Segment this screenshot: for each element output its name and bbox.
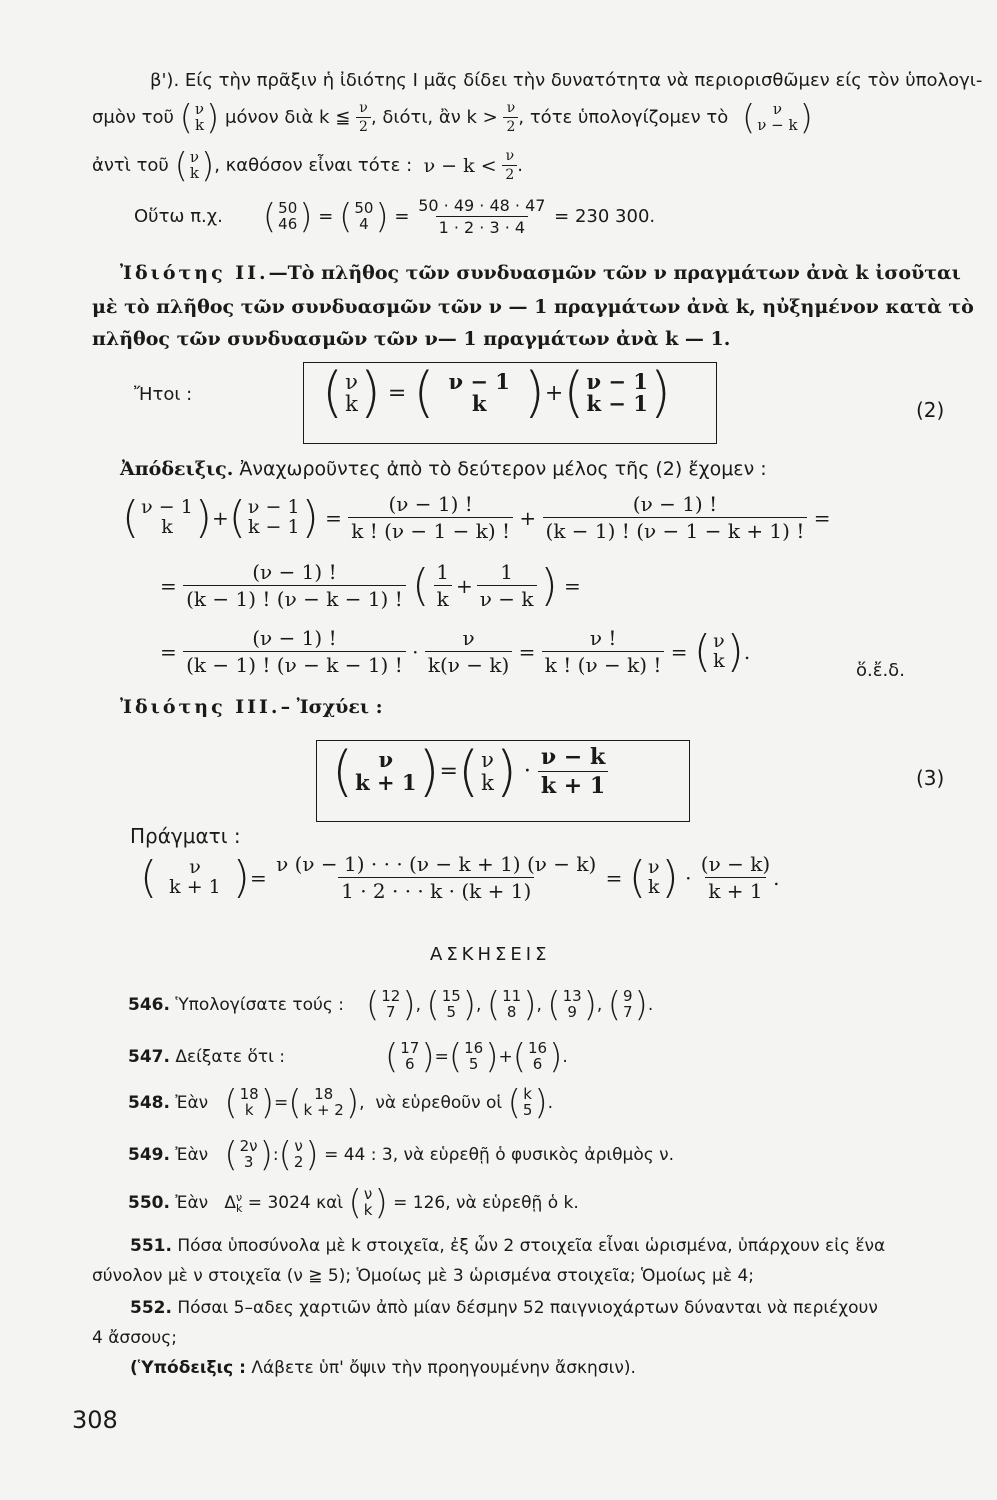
binomial: ( 15 5 ) (426, 985, 477, 1025)
proof-text: Ἀναχωροῦντες ἀπὸ τὸ δεύτερον μέλος τῆς (2) ἔχομεν : (239, 458, 767, 480)
qed: ὅ.ἔ.δ. (856, 660, 905, 681)
proof-equation-3: = $\frac{(\nu - 1) !}{(k - 1) ! (\nu - k - 1) !}$ · $\frac{\nu}{k(\nu - k)}$ = $\frac{\nu !}{k ! (\nu - k) !}$ = ( ν k ) . (160, 625, 751, 677)
binomial: ( 9 7 ) (607, 985, 648, 1025)
binomial: ( k 5 ) (507, 1083, 548, 1123)
property-line: πλῆθος τῶν συνδυασμῶν τῶν ν— 1 πραγμάτων ἀνὰ k — 1. (92, 328, 731, 350)
fraction: $\frac{\nu !}{k ! (\nu - k) !}$ (542, 626, 665, 677)
exercise-551-line1: 551. Πόσα ὑποσύνολα μὲ k στοιχεῖα, ἐξ ὧν 2 στοιχεῖα εἶναι ὡρισμένα, ὑπάρχουν εἰς ἕνα (130, 1236, 886, 1256)
binomial: ( ν − 1 k − 1 ) (228, 491, 319, 543)
text-line: β'). Είς τὴν πρᾶξιν ἡ ἰδιότης Ι μᾶς δίδει τὴν δυνατότητα νὰ περιορισθῶμεν είς τὸν ὑπολογι- (150, 70, 983, 91)
etoi-label: Ἤτοι : (134, 384, 193, 405)
exercise-552-line1: 552. Πόσαι 5–αδες χαρτιῶν ἀπὸ μίαν δέσμην 52 παιγνιοχάρτων δύνανται νὰ περιέχουν (130, 1298, 878, 1318)
math-fragment: ν − k < (423, 154, 497, 177)
property-line: Ἰδιότης ΙΙ.—Τὸ πλῆθος τῶν συνδυασμῶν τῶν ν πραγμάτων ἀνὰ k ἰσοῦται (120, 262, 961, 284)
binomial: ( ν k ) (693, 625, 744, 677)
exercise-551-line2: σύνολον μὲ ν στοιχεῖα (ν ≧ 5); Ὁμοίως μὲ 3 ὡρισμένα στοιχεῖα; Ὁμοίως μὲ 4; (92, 1266, 754, 1286)
fraction: $\frac{(\nu - 1) !}{(k - 1) ! (\nu - k - 1) !}$ (183, 626, 406, 677)
property-title: Ἰδιότης ΙΙ. (120, 262, 269, 284)
example-line: Οὕτω π.χ. ( 50 46 ) = ( 50 4 ) = $\frac{50 \cdot 49 \cdot 48 \cdot 47}{1 \cdot 2 \cdot 3 \cdot 4}$ = 230 300. (134, 196, 656, 237)
binomial: ( 16 5 ) (448, 1037, 499, 1077)
binomial: ( ν k ) (179, 97, 220, 138)
fraction: $\frac{\nu}{k(\nu - k)}$ (425, 626, 512, 677)
text-fragment: = 230 300. (554, 206, 656, 227)
binomial: ( 18 k ) (224, 1083, 274, 1123)
arrangement-symbol: Δ ν k (224, 1191, 243, 1215)
fraction: $\frac{(\nu - 1) !}{(k - 1) ! (\nu - k - 1) !}$ (183, 560, 406, 611)
exercises-heading: ΑΣΚΗΣΕΙΣ (430, 944, 551, 965)
binomial: ( 50 46 ) (262, 196, 313, 237)
fraction: $\frac{(\nu - 1) !}{(k - 1) ! (\nu - 1 - k + 1) !}$ (543, 492, 808, 543)
binomial: ( 13 9 ) (547, 985, 597, 1025)
exercise-550: 550. Ἐὰν Δ ν k = 3024 καὶ ( ν k ) = 126, νὰ εὑρεθῇ ὁ k. (128, 1183, 579, 1223)
fraction: $\frac{\nu (\nu - 1) \cdot \cdot \cdot (\nu - k + 1) (\nu - k)}{1 \cdot 2 \cdot \cdot \cdot k \cdot (k + 1)}$ (276, 852, 597, 903)
binomial: ( ν ν − k ) (742, 97, 813, 138)
binomial: ( 50 4 ) (339, 196, 389, 237)
fraction: $\frac{\nu}{2}$ (356, 100, 371, 135)
fraction: $\frac{50 \cdot 49 \cdot 48 \cdot 47}{1 \cdot 2 \cdot 3 \cdot 4}$ (418, 196, 546, 237)
exercise-552-line2: 4 ἄσσους; (92, 1328, 177, 1348)
text-fragment: , καθόσον εἶναι τότε : (214, 155, 413, 176)
pragmati-label: Πράγματι : (130, 824, 241, 848)
text-fragment: μόνον διὰ k ≦ (225, 107, 351, 128)
equation-number: (3) (916, 766, 945, 790)
text-fragment: Οὕτω π.χ. (134, 206, 223, 227)
exercise-548: 548. Ἐὰν ( 18 k ) = ( 18 k + 2 ) , νὰ εὑρεθοῦν οἱ ( k 5 ) . (128, 1083, 554, 1123)
text-fragment: ἀντὶ τοῦ (92, 155, 169, 176)
text-line: ἀντὶ τοῦ ( ν k ) , καθόσον εἶναι τότε : ν − k < $\frac{\nu}{2}$ . (92, 145, 524, 186)
property-line: Ἰδιότης ΙΙΙ. – Ἰσχύει : (120, 696, 383, 718)
hint-line: (Ὑπόδειξις : Λάβετε ὑπ' ὄψιν τὴν προηγουμένην ἄσκησιν). (130, 1358, 636, 1378)
property-line: μὲ τὸ πλῆθος τῶν συνδυασμῶν τῶν ν — 1 πραγμάτων ἀνὰ k, ηὐξημένον κατὰ τὸ (92, 296, 974, 318)
binomial: ( ν k ) (348, 1183, 388, 1223)
binomial: ( 16 6 ) (512, 1037, 563, 1077)
text-fragment: σμὸν τοῦ (92, 107, 174, 128)
bracket-group: ( $\frac{1}{k}$ + $\frac{1}{\nu - k}$ ) (412, 559, 558, 611)
fraction: $\frac{\nu - k}{k + 1}$ (538, 744, 608, 799)
formula-2: ( ν k ) = ( ν − 1 k ) + ( ν − 1 k − 1 ) (322, 361, 671, 424)
binomial: ( ν k + 1 ) (140, 851, 250, 903)
text-fragment: , διότι, ἂν k > (370, 107, 498, 128)
proof-line (120, 458, 767, 480)
binomial: ( 18 k + 2 ) (288, 1083, 360, 1123)
binomial: ( ν k ) (322, 361, 381, 424)
binomial: ( 2ν 3 ) (224, 1135, 273, 1175)
text-line (92, 97, 962, 138)
fraction: $\frac{\nu}{2}$ (503, 100, 518, 135)
binomial: ( ν k + 1 ) (332, 739, 440, 803)
binomial: ( 17 6 ) (384, 1037, 435, 1077)
page-number: 308 (72, 1406, 118, 1434)
binomial: ( ν k ) (628, 851, 679, 903)
exercise-547: 547. Δείξατε ὅτι : ( 17 6 ) = ( 16 5 ) + ( 16 6 ) . (128, 1037, 568, 1077)
binomial: ( 12 7 ) (365, 985, 416, 1025)
proof-equation-4: ( ν k + 1 ) = $\frac{\nu (\nu - 1) \cdot \cdot \cdot (\nu - k + 1) (\nu - k)}{1 \cdot 2 \cdot \cdot \cdot k \cdot (k + 1)}$ = ( ν k ) · $\frac{(\nu - k)}{k + 1}$ . (140, 851, 780, 903)
binomial: ( ν k ) (174, 145, 215, 186)
equation-number: (2) (916, 398, 945, 422)
proof-equation-1: ( ν − 1 k ) + ( ν − 1 k − 1 ) = $\frac{(\nu - 1) !}{k ! (\nu - 1 - k) !}$ + $\frac{(\nu - 1) !}{(k - 1) ! (\nu - 1 - k + 1) !}$ = (122, 491, 831, 543)
binomial: ( ν − 1 k ) (122, 491, 212, 543)
binomial: ( ν 2 ) (278, 1135, 319, 1175)
formula-3: ( ν k + 1 ) = ( ν k ) · $\frac{\nu - k}{k + 1}$ (332, 744, 608, 799)
binomial: ( ν − 1 k − 1 ) (563, 361, 671, 424)
exercise-549: 549. Ἐὰν ( 2ν 3 ) : ( ν 2 ) = 44 : 3, νὰ εὑρεθῇ ὁ φυσικὸς ἀριθμὸς ν. (128, 1135, 675, 1175)
binomial: ( ν k ) (457, 739, 517, 803)
fraction: $\frac{(\nu - 1) !}{k ! (\nu - 1 - k) !}$ (348, 492, 513, 543)
binomial: ( 11 8 ) (486, 985, 537, 1025)
exercise-546: 546. Ὑπολογίσατε τούς : ( 12 7 ) , ( 15 5 ) , ( 11 8 ) , ( 13 9 ) , ( 9 7 ) . (128, 985, 654, 1025)
property-title: Ἰδιότης ΙΙΙ. (120, 696, 281, 718)
binomial: ( ν − 1 k ) (413, 361, 545, 424)
proof-equation-2: = $\frac{(\nu - 1) !}{(k - 1) ! (\nu - k - 1) !}$ ( $\frac{1}{k}$ + $\frac{1}{\nu - k}$ ) = (160, 559, 581, 611)
fraction: $\frac{(\nu - k)}{k + 1}$ (700, 852, 771, 903)
proof-title: Ἀπόδειξις. (120, 458, 234, 480)
text-fragment: , τότε ὑπολογίζομεν τὸ (518, 107, 729, 128)
fraction: $\frac{\nu}{2}$ (502, 148, 517, 183)
